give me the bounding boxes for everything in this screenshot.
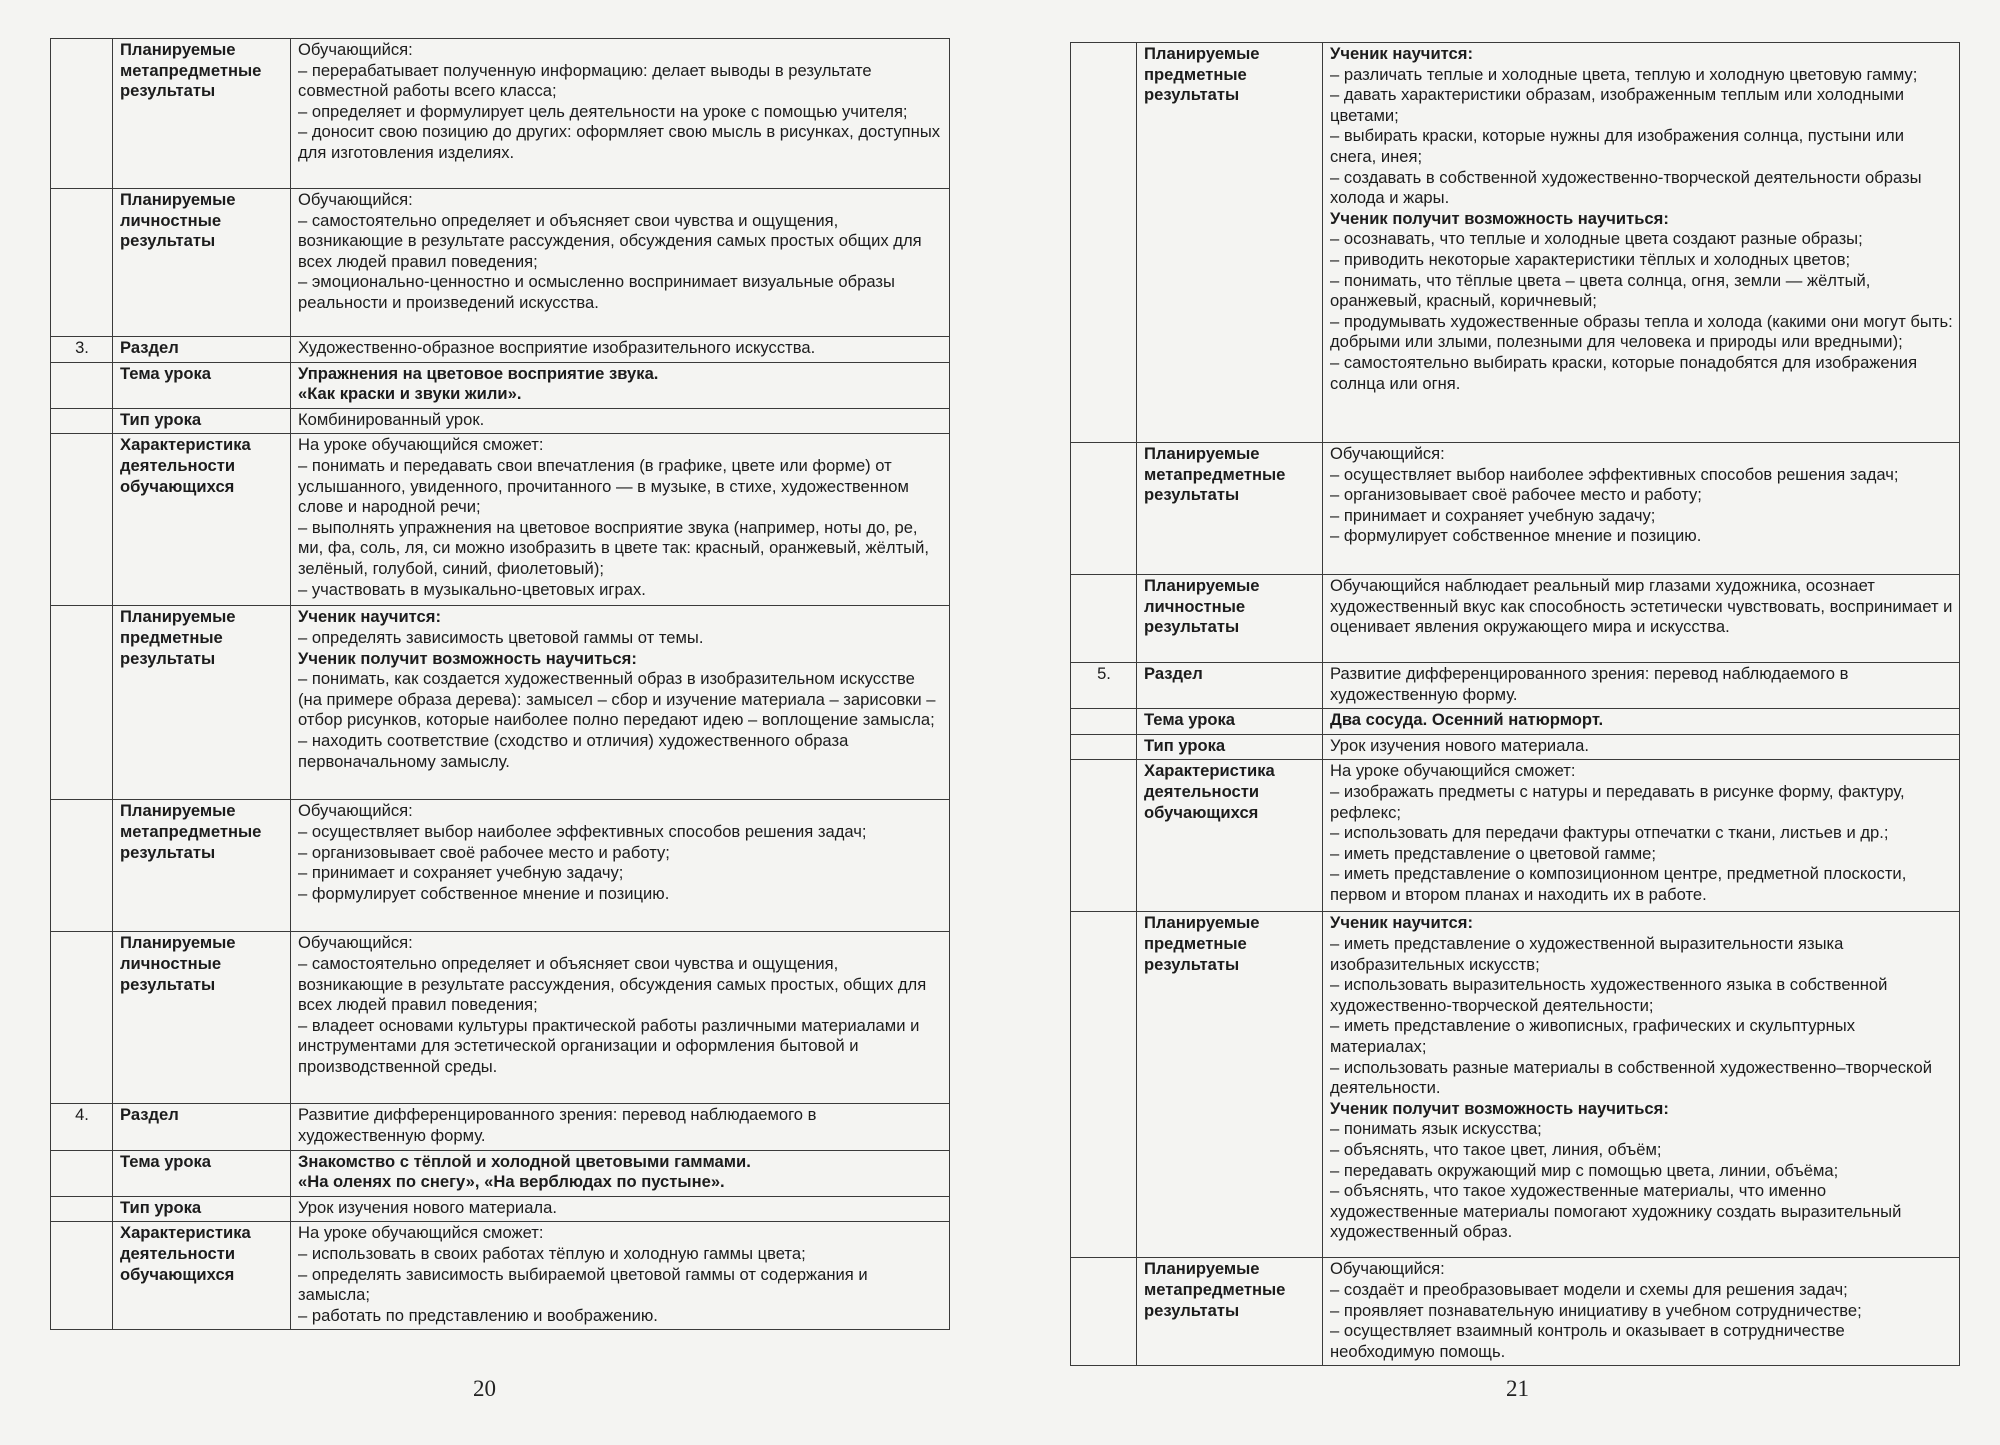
section-number: 5.	[1071, 663, 1137, 709]
row-content: Обучающийся наблюдает реальный мир глазами художника, осознает художественный вкус как способность эстетически чувствовать, воспринимает и оценивает явления окружающего мира и искусства.	[1323, 575, 1960, 663]
row-content: На уроке обучающийся сможет: – понимать и передавать свои впечатления (в графике, цвете или форме) от услышанного, увиденного, прочитанного — в музыке, в стихе, художественном слове и народной речи; – выполнять упражнения на цветовое восприятие звука (например, ноты до, ре, ми, фа, соль, ля, си можно изобразить в цвете так: красный, оранжевый, жёлтый, зелёный, голубой, синий, фиолетовый); – участвовать в музыкально-цветовых играх.	[291, 434, 950, 606]
table-row	[51, 189, 950, 337]
row-content: На уроке обучающийся сможет: – изображать предметы с натуры и передавать в рисунке форму, фактуру, рефлекс; – использовать для передачи фактуры отпечатки с ткани, листьев и др.; – иметь представление о цветовой гамме; – иметь представление о композиционном центре, предметной плоскости, первом и втором планах и находить их в работе.	[1323, 760, 1960, 912]
table-row	[1071, 709, 1960, 735]
row-label: Раздел	[113, 1104, 291, 1150]
table-row	[51, 800, 950, 932]
section-number	[51, 1196, 113, 1222]
row-label: Планируемые личностные результаты	[113, 189, 291, 337]
row-content: Обучающийся: – перерабатывает полученную информацию: делает выводы в результате совместной работы всего класса; – определяет и формулирует цель деятельности на уроке с помощью учителя; – доносит свою позицию до других: оформляет свою мысль в рисунках, доступных для изготовления изделиях.	[291, 39, 950, 189]
row-label: Тип урока	[1137, 734, 1323, 760]
table-row	[1071, 734, 1960, 760]
section-number	[51, 800, 113, 932]
row-content	[1323, 43, 1960, 443]
row-label: Планируемые метапредметные результаты	[1137, 443, 1323, 575]
table-row	[51, 434, 950, 606]
row-content: Упражнения на цветовое восприятие звука. «Как краски и звуки жили».	[291, 362, 950, 408]
section-number	[51, 932, 113, 1104]
row-content: Обучающийся: – создаёт и преобразовывает модели и схемы для решения задач; – проявляет познавательную инициативу в учебном сотрудничестве; – осуществляет взаимный контроль и оказывает в сотрудничестве необходимую помощь.	[1323, 1258, 1960, 1366]
row-label: Тема урока	[1137, 709, 1323, 735]
table-row	[1071, 760, 1960, 912]
lesson-plan-table-left	[50, 38, 950, 1330]
subheading: Ученик получит возможность научиться:	[298, 648, 637, 668]
row-label: Планируемые личностные результаты	[113, 932, 291, 1104]
row-label: Планируемые предметные результаты	[113, 606, 291, 800]
right-page	[1070, 42, 1960, 1366]
table-row	[51, 408, 950, 434]
page-number-right: 21	[1506, 1376, 1529, 1401]
row-content: Урок изучения нового материала.	[1323, 734, 1960, 760]
table-row	[51, 1150, 950, 1196]
row-label: Планируемые предметные результаты	[1137, 43, 1323, 443]
row-content: Развитие дифференцированного зрения: перевод наблюдаемого в художественную форму.	[1323, 663, 1960, 709]
section-number	[51, 1222, 113, 1330]
table-row	[51, 362, 950, 408]
page-number-left: 20	[473, 1376, 496, 1401]
bullet-list: – осознавать, что теплые и холодные цвета создают разные образы; – приводить некоторые характеристики тёплых и холодных цветов; – понимать, что тёплые цвета – цвета солнца, огня, земли — жёлтый, оранжевый, красный, коричневый; – продумывать художественные образы тепла и холода (какими они могут быть: добрыми или злыми, полезными для человека и природы или вредными); – самостоятельно выбирать краски, которые понадобятся для изображения солнца или огня.	[1330, 229, 1953, 393]
row-content: Комбинированный урок.	[291, 408, 950, 434]
section-number	[1071, 1258, 1137, 1366]
bullet-list: – различать теплые и холодные цвета, теплую и холодную цветовую гамму; – давать характеристики образам, изображенным теплым или холодными цветами; – выбирать краски, которые нужны для изображения солнца, пустыни или снега, инея; – создавать в собственной художественно-творческой деятельности образы холода и жары.	[1330, 64, 1922, 208]
row-label: Тема урока	[113, 362, 291, 408]
subheading: Ученик получит возможность научиться:	[1330, 208, 1669, 228]
section-number	[1071, 734, 1137, 760]
table-row	[51, 1196, 950, 1222]
section-number	[1071, 709, 1137, 735]
row-content: Урок изучения нового материала.	[291, 1196, 950, 1222]
table-row	[51, 1222, 950, 1330]
row-label: Планируемые метапредметные результаты	[1137, 1258, 1323, 1366]
section-number: 4.	[51, 1104, 113, 1150]
table-row	[51, 606, 950, 800]
section-number	[51, 189, 113, 337]
section-number: 3.	[51, 337, 113, 363]
row-label: Планируемые метапредметные результаты	[113, 800, 291, 932]
row-content: Развитие дифференцированного зрения: перевод наблюдаемого в художественную форму.	[291, 1104, 950, 1150]
section-number	[51, 408, 113, 434]
table-row	[51, 932, 950, 1104]
subheading: Ученик научится:	[1330, 913, 1473, 933]
row-label: Тема урока	[113, 1150, 291, 1196]
row-label: Тип урока	[113, 1196, 291, 1222]
section-number	[1071, 760, 1137, 912]
row-content	[1323, 912, 1960, 1258]
table-row	[51, 39, 950, 189]
section-number	[51, 606, 113, 800]
row-content: Обучающийся: – осуществляет выбор наиболее эффективных способов решения задач; – организовывает своё рабочее место и работу; – принимает и сохраняет учебную задачу; – формулирует собственное мнение и позицию.	[1323, 443, 1960, 575]
subheading: Ученик научится:	[1330, 44, 1473, 63]
row-label: Планируемые предметные результаты	[1137, 912, 1323, 1258]
table-row	[1071, 443, 1960, 575]
section-number	[51, 362, 113, 408]
row-label: Характеристика деятельности обучающихся	[113, 1222, 291, 1330]
table-row	[1071, 663, 1960, 709]
row-content	[291, 606, 950, 800]
section-number	[1071, 575, 1137, 663]
section-number	[51, 39, 113, 189]
section-number	[1071, 443, 1137, 575]
row-content: Два сосуда. Осенний натюрморт.	[1323, 709, 1960, 735]
row-content: Обучающийся: – осуществляет выбор наиболее эффективных способов решения задач; – организовывает своё рабочее место и работу; – принимает и сохраняет учебную задачу; – формулирует собственное мнение и позицию.	[291, 800, 950, 932]
table-row	[1071, 43, 1960, 443]
left-page	[50, 38, 950, 1330]
row-label: Раздел	[1137, 663, 1323, 709]
row-label: Раздел	[113, 337, 291, 363]
section-number	[51, 434, 113, 606]
row-content: Обучающийся: – самостоятельно определяет и объясняет свои чувства и ощущения, возникающие в результате рассуждения, обсуждения самых простых, общих для всех людей правил поведения; – владеет основами культуры практической работы различными материалами и инструментами для эстетической организации и оформления бытовой и производственной среды.	[291, 932, 950, 1104]
row-label: Тип урока	[113, 408, 291, 434]
table-row	[1071, 575, 1960, 663]
table-row	[1071, 912, 1960, 1258]
row-label: Планируемые личностные результаты	[1137, 575, 1323, 663]
bullet-list: – понимать, как создается художественный образ в изобразительном искусстве (на примере образа дерева): замысел – сбор и изучение материала – зарисовки – отбор рисунков, которые наиболее полно передают идею – воплощение замысла; – находить соответствие (сходство и отличия) художественного образа первоначальному замыслу.	[298, 669, 936, 771]
lesson-plan-table-right	[1070, 42, 1960, 1366]
row-content: Знакомство с тёплой и холодной цветовыми гаммами. «На оленях по снегу», «На верблюдах по пустыне».	[291, 1150, 950, 1196]
row-content: Художественно-образное восприятие изобразительного искусства.	[291, 337, 950, 363]
row-content: Обучающийся: – самостоятельно определяет и объясняет свои чувства и ощущения, возникающие в результате рассуждения, обсуждения самых простых общих для всех людей правил поведения; – эмоционально-ценностно и осмысленно воспринимает визуальные образы реальности и произведений искусства.	[291, 189, 950, 337]
bullet-list: – понимать язык искусства; – объяснять, что такое цвет, линия, объём; – передавать окружающий мир с помощью цвета, линии, объёма; – объяснять, что такое художественные материалы, что именно художественные материалы помогают художнику создать выразительный художественный образ.	[1330, 1119, 1902, 1242]
row-label: Характеристика деятельности обучающихся	[1137, 760, 1323, 912]
table-row	[51, 337, 950, 363]
subheading: Ученик научится:	[298, 607, 441, 627]
table-row	[51, 1104, 950, 1150]
section-number	[51, 1150, 113, 1196]
section-number	[1071, 43, 1137, 443]
table-row	[1071, 1258, 1960, 1366]
row-label: Планируемые метапредметные результаты	[113, 39, 291, 189]
bullet-list: – иметь представление о художественной выразительности языка изобразительных искусств; – использовать выразительность художественного языка в собственной художественно-творческой деятельности; – иметь представление о живописных, графических и скульптурных материалах; – использовать разные материалы в собственной художественно–творческой деятельности.	[1330, 933, 1932, 1098]
subheading: Ученик получит возможность научиться:	[1330, 1098, 1669, 1118]
row-label: Характеристика деятельности обучающихся	[113, 434, 291, 606]
bullet-list: – определять зависимость цветовой гаммы от темы.	[298, 627, 704, 647]
row-content: На уроке обучающийся сможет: – использовать в своих работах тёплую и холодную гаммы цвета; – определять зависимость выбираемой цветовой гаммы от содержания и замысла; – работать по представлению и воображению.	[291, 1222, 950, 1330]
section-number	[1071, 912, 1137, 1258]
